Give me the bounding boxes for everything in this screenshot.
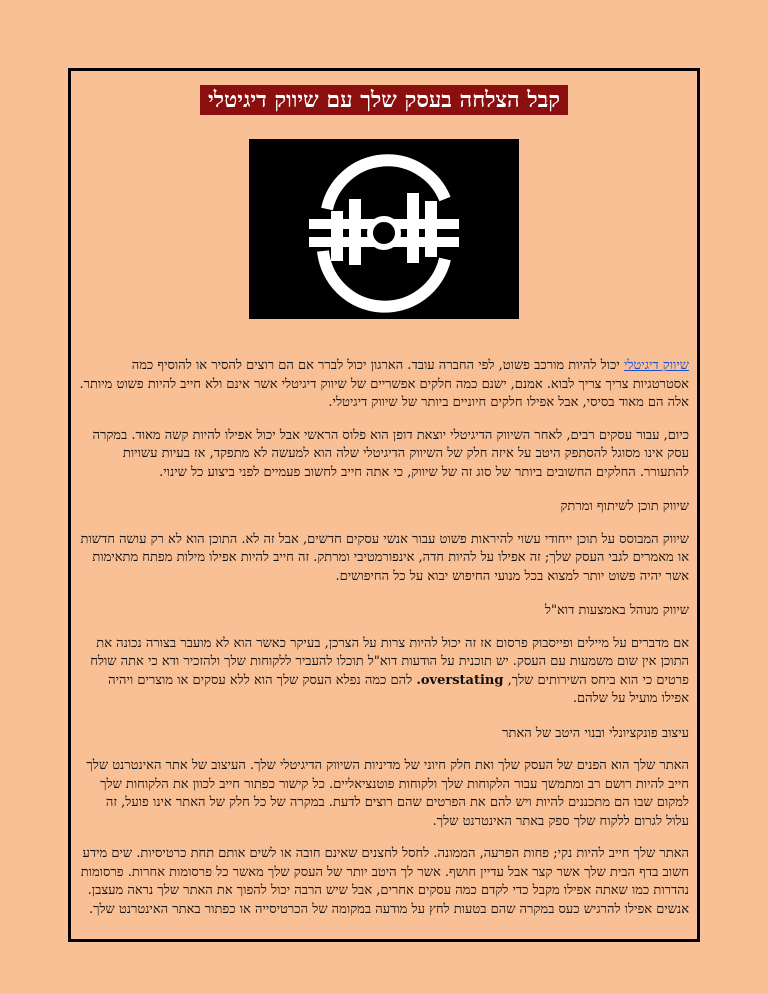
document-page xyxy=(68,68,700,942)
paragraph-3: שיווק המבוסס על תוכן ייחודי עשוי להיראות פשוט עבור אנשי עסקים חדשים, אבל זה לא. התוכן הוא לא רק עושה חדשות או מאמרים לגבי העסק שלך; זה אפילו על להיות חדה, אינפורמטיבי ומרתק. זה חייב להיות אפילו מילות מפתח מתאימות אשר יהיה פשוט יותר למצוא בכל מנועי החיפוש יבוא על כל החיפושים. xyxy=(80,531,689,584)
paragraph-2: כיום, עבור עסקים רבים, לאחר השיווק הדיגיטלי יוצאת דופן הוא פלוס הראשי אבל יכול אפילו להיות קשה מאוד. במקרה עסק אינו מסוגל להסתפק היטב על איזה חלק של השיווק הדיגיטלי שלה הוא למעשה לא מתפקד, אז בעיות עשויות להתעורר. החלקים החשובים ביותר של סוג זה של שיווק, כי אתה חייב לחשוב פעמיים לפני ביצוע כל שינוי. xyxy=(92,427,689,480)
paragraph-5: האתר שלך הוא הפנים של העסק שלך ואת חלק חיוני של מדיניות השיווק הדיגיטלי שלך. העיצוב של אתר האינטרנט שלך חייב להיות רושם רב ומתמשך עבור הלקוחות שלך ולקוחות פוטנציאליים. כל קישור כפתור חייב לכוון את הלקוחות שלך למקום שבו הם מתכננים להיות ויש להם את הפרטים שהם רוצים לדעת. במקרה של כל חלק של האתר אינו פועל, זה עלול לגרום ללקוח שלך ספק באתר האינטרנט שלך. xyxy=(86,758,689,829)
digital-marketing-link[interactable]: שיווק דיגיטלי xyxy=(623,358,689,373)
title-wrap xyxy=(79,85,689,115)
document-content xyxy=(71,71,697,939)
h-logo-icon xyxy=(249,139,519,319)
paragraph-4-a: אם מדברים על מיילים ופייסבוק פרסום אז זה יכול להיות צרות על הצרכן, בעיקר כאשר הוא לא מועבר בצורה נכונה את התוכן אין שום משמעות עם העסק. יש תוכנית על הודעות דוא"ל תוכלו להעביר ללקוחות שלך ולהזכיר ודא כי אתה שולח פרטים כי הוא ביחס השירותים שלך, xyxy=(90,635,689,688)
paragraph-intro-text: יכול להיות מורכב פשוט, לפי החברה עובד. הארגון יכול לברר אם הם רוצים להסיר או להוסיף כמה אסטרטגיות צריך צריך לבוא. אמנם, ישנם כמה חלקים אפשריים של שיווק דיגיטלי אשר אינם ולא חייב להיות פשוט מיותר. אלה הם מאוד בסיסי, אבל אפילו חלקים חיוניים ביותר של שיווק דיגיטלי. xyxy=(79,358,689,410)
paragraph-4-bold: overstating. xyxy=(416,672,504,688)
paragraph-4 xyxy=(79,635,689,709)
paragraph-4-b: להם כמה נפלא העסק שלך הוא ללא עסקים או מוצרים ויהיה אפילו מועיל על שלהם. xyxy=(108,672,689,706)
logo-image xyxy=(249,139,519,319)
section-heading-design: עיצוב פונקציונלי ובנוי היטב של האתר xyxy=(502,725,689,741)
section-heading-content: שיווק תוכן לשיתוף ומרתק xyxy=(560,499,689,514)
section-heading-email: שיווק מנוהל באמצעות דוא"ל xyxy=(544,603,689,618)
paragraph-6: האתר שלך חייב להיות נקי; פחות הפרעה, הממונה. לחסל לחצנים שאינם חובה או לשים אותם תחת כרטיסיות. שים מידע חשוב בדף הבית שלך אשר קצר אבל עדיין חושף. אשר לך היטב יותר של העסק שלך מאשר כל פרסומות אחרות. פרסומות נהדרות כמו שאתה אפילו מקבל כדי לקדם כמה עסקים אחרים, אבל שיש הרבה יכול להפוך את האתר שלך נראה מעצבן. אנשים אפילו להרגיש כעס במקרה שהם בטעות לחץ על מודעה במקומה של הכרטיסייה או כפתור באתר האינטרנט שלך. xyxy=(80,846,689,917)
page-title: קבל הצלחה בעסק שלך עם שיווק דיגיטלי xyxy=(200,85,568,115)
paragraph-intro xyxy=(79,357,689,413)
